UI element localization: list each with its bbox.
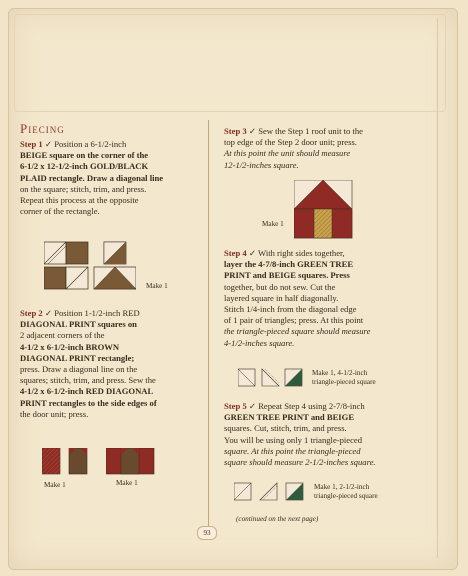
- step-1-line: PLAID rectangle. Draw a diagonal line: [20, 172, 164, 183]
- step-5-line: Repeat Step 4 using 2-7/8-inch: [258, 401, 365, 411]
- step-2-line: 2 adjacent corners of the: [20, 330, 105, 341]
- step-4-text: [224, 248, 429, 349]
- decorative-border: [14, 14, 446, 112]
- step-5-line: squares. Cut, stitch, trim, and press.: [224, 423, 347, 434]
- step-2-line: Position 1-1/2-inch RED: [54, 308, 140, 318]
- step-1-text: [20, 139, 202, 217]
- step-5-line: square. At this point the triangle-pieced: [224, 445, 361, 456]
- checkmark-icon: ✓: [248, 126, 257, 136]
- step-5-label: Step 5: [224, 401, 247, 411]
- page-number: 93: [197, 526, 217, 540]
- step-2-make-left: Make 1: [44, 481, 66, 489]
- step-3-house-diagram: [294, 180, 354, 240]
- continued-note: (continued on the next page): [236, 515, 319, 523]
- step-2-line: DIAGONAL PRINT rectangle;: [20, 352, 135, 363]
- step-2-line: 4-1/2 x 6-1/2-inch RED DIAGONAL: [20, 386, 154, 397]
- step-3-make-label: Make 1: [262, 220, 284, 228]
- step-1-line: 6-1/2 x 12-1/2-inch GOLD/BLACK: [20, 161, 149, 172]
- step-4-line: 4-1/2-inches square.: [224, 337, 295, 348]
- step-5-make-1: Make 1, 2-1/2-inch: [314, 483, 370, 491]
- step-3-line: top edge of the Step 2 door unit; press.: [224, 137, 357, 148]
- checkmark-icon: ✓: [44, 308, 53, 318]
- step-5-triangle-diagram: [234, 482, 306, 502]
- checkmark-icon: ✓: [248, 248, 257, 258]
- decorative-margin-line: [437, 18, 438, 558]
- step-1-roof-diagram: [44, 240, 136, 290]
- step-2-label: Step 2: [20, 308, 43, 318]
- step-4-line: together, but do not sew. Cut the: [224, 281, 336, 292]
- step-1-make-label: Make 1: [146, 282, 168, 290]
- step-2-line: press. Draw a diagonal line on the: [20, 364, 138, 375]
- step-4-label: Step 4: [224, 248, 247, 258]
- step-2-line: the door unit; press.: [20, 408, 89, 419]
- step-4-line: layered square in half diagonally.: [224, 292, 339, 303]
- step-4-line: of 1 pair of triangles; press. At this point: [224, 315, 364, 326]
- step-2-line: DIAGONAL PRINT squares on: [20, 319, 137, 330]
- step-2-door-diagram: [42, 448, 90, 476]
- step-3-line: At this point the unit should measure: [224, 148, 351, 159]
- step-1-line: BEIGE square on the corner of the: [20, 150, 149, 161]
- step-2-make-right: Make 1: [116, 479, 138, 487]
- step-1-label: Step 1: [20, 139, 43, 149]
- section-heading: Piecing: [20, 121, 65, 136]
- step-5-line: square should measure 2-1/2-inches square.: [224, 457, 376, 468]
- checkmark-icon: ✓: [44, 139, 53, 149]
- step-4-line: Stitch 1/4-inch from the diagonal edge: [224, 304, 357, 315]
- step-4-line: the triangle-pieced square should measure: [224, 326, 371, 337]
- step-1-line: Repeat this process at the opposite: [20, 195, 139, 206]
- step-2-line: 4-1/2 x 6-1/2-inch BROWN: [20, 341, 120, 352]
- step-1-line: corner of the rectangle.: [20, 206, 100, 217]
- step-5-line: GREEN TREE PRINT and BEIGE: [224, 412, 355, 423]
- step-4-line: PRINT and BEIGE squares. Press: [224, 270, 350, 281]
- step-3-line: Sew the Step 1 roof unit to the: [258, 126, 363, 136]
- step-2-line: squares; stitch, trim, and press. Sew the: [20, 375, 156, 386]
- step-2-line: PRINT rectangles to the side edges of: [20, 397, 157, 408]
- step-5-text: [224, 401, 429, 468]
- step-3-line: 12-1/2-inches square.: [224, 159, 299, 170]
- step-3-label: Step 3: [224, 126, 247, 136]
- step-2-text: [20, 308, 206, 420]
- step-3-text: [224, 126, 429, 171]
- step-4-line: layer the 4-7/8-inch GREEN TREE: [224, 259, 354, 270]
- step-5-line: You will be using only 1 triangle-pieced: [224, 434, 363, 445]
- step-1-line: Position a 6-1/2-inch: [54, 139, 127, 149]
- step-4-make-1: Make 1, 4-1/2-inch: [312, 369, 368, 377]
- step-4-triangle-diagram: [238, 368, 304, 388]
- step-4-line: With right sides together,: [258, 248, 345, 258]
- column-divider: [208, 120, 209, 530]
- step-1-line: on the square; stitch, trim, and press.: [20, 183, 147, 194]
- checkmark-icon: ✓: [248, 401, 257, 411]
- step-2-assembled-diagram: [106, 448, 156, 476]
- step-4-make-2: triangle-pieced square: [312, 378, 376, 386]
- step-5-make-2: triangle-pieced square: [314, 492, 378, 500]
